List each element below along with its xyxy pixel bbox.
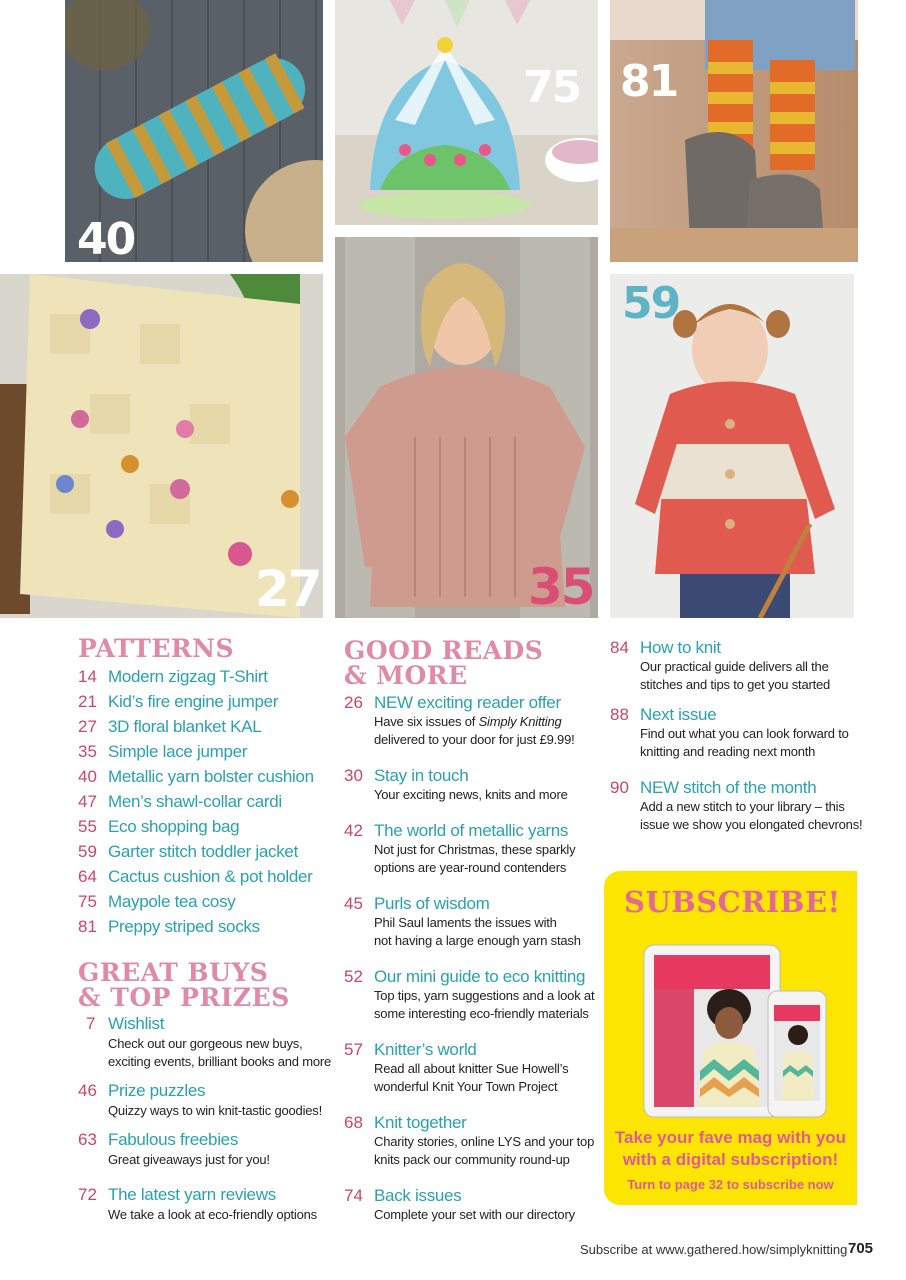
item-page-number: 64 bbox=[78, 867, 97, 886]
item-page-number: 40 bbox=[78, 767, 97, 786]
photo-lace-jumper bbox=[335, 237, 598, 618]
list-item[interactable] bbox=[78, 1185, 328, 1225]
magazine-name-emphasis: Simply Knitting bbox=[478, 714, 562, 729]
item-description: knits pack our community round-up bbox=[374, 1152, 570, 1167]
subscribe-caption-line2: with a digital subscription! bbox=[622, 1150, 839, 1169]
photo-page-number: 81 bbox=[620, 56, 678, 107]
subscribe-caption bbox=[604, 1127, 857, 1171]
socks-illustration bbox=[610, 0, 858, 262]
item-title: Kid’s fire engine jumper bbox=[108, 692, 279, 711]
item-description: We take a look at eco-friendly options bbox=[108, 1207, 317, 1222]
item-description: Great giveaways just for you! bbox=[108, 1152, 270, 1167]
photo-page-number: 75 bbox=[523, 62, 581, 113]
item-description: Your exciting news, knits and more bbox=[374, 787, 568, 802]
item-page-number: 84 bbox=[610, 638, 629, 657]
list-item[interactable] bbox=[78, 1130, 328, 1170]
item-description: some interesting eco-friendly materials bbox=[374, 1006, 589, 1021]
list-item[interactable] bbox=[78, 692, 328, 714]
item-page-number: 27 bbox=[78, 717, 97, 736]
item-title: Metallic yarn bolster cushion bbox=[108, 767, 314, 786]
list-item[interactable] bbox=[344, 693, 599, 751]
item-description: Add a new stitch to your library – this bbox=[640, 799, 845, 814]
list-item[interactable] bbox=[610, 778, 863, 836]
item-description: issue we show you elongated chevrons! bbox=[640, 817, 863, 832]
photo-striped-socks bbox=[610, 0, 858, 262]
item-page-number: 52 bbox=[344, 967, 363, 986]
item-description: wonderful Knit Your Town Project bbox=[374, 1079, 558, 1094]
page-number: 705 bbox=[848, 1240, 874, 1257]
list-item[interactable] bbox=[78, 667, 328, 689]
item-title: Knit together bbox=[374, 1113, 467, 1132]
list-item[interactable] bbox=[344, 766, 599, 806]
good-reads-heading-line1: GOOD READS bbox=[344, 636, 544, 665]
item-page-number: 90 bbox=[610, 778, 629, 797]
photo-bolster-cushion bbox=[65, 0, 323, 262]
list-item[interactable] bbox=[78, 742, 328, 764]
item-title: NEW stitch of the month bbox=[640, 778, 817, 797]
item-page-number: 88 bbox=[610, 705, 629, 724]
item-title: The world of metallic yarns bbox=[374, 821, 569, 840]
good-reads-heading-line2: & MORE bbox=[344, 661, 468, 690]
list-item[interactable] bbox=[78, 842, 328, 864]
item-description: Phil Saul laments the issues with bbox=[374, 915, 557, 930]
list-item[interactable] bbox=[78, 717, 328, 739]
photo-page-number: 27 bbox=[255, 560, 321, 618]
item-page-number: 68 bbox=[344, 1113, 363, 1132]
list-item[interactable] bbox=[78, 892, 328, 914]
photo-tea-cosy bbox=[335, 0, 598, 225]
item-title: Purls of wisdom bbox=[374, 894, 490, 913]
list-item[interactable] bbox=[344, 894, 599, 952]
item-title: NEW exciting reader offer bbox=[374, 693, 561, 712]
list-item[interactable] bbox=[78, 1014, 332, 1072]
item-description: not having a large enough yarn stash bbox=[374, 933, 581, 948]
item-description: Check out our gorgeous new buys, bbox=[108, 1036, 303, 1051]
great-buys-heading bbox=[78, 960, 290, 1010]
item-page-number: 59 bbox=[78, 842, 97, 861]
item-description: Top tips, yarn suggestions and a look at bbox=[374, 988, 595, 1003]
item-description: Complete your set with our directory bbox=[374, 1207, 575, 1222]
footer-subscribe-link[interactable]: Subscribe at www.gathered.how/simplyknitting bbox=[580, 1242, 848, 1257]
item-title: Wishlist bbox=[108, 1014, 165, 1033]
item-description: options are year-round contenders bbox=[374, 860, 567, 875]
list-item[interactable] bbox=[344, 1113, 599, 1171]
item-description: Our practical guide delivers all the bbox=[640, 659, 829, 674]
item-title: Our mini guide to eco knitting bbox=[374, 967, 586, 986]
great-buys-heading-line2: & TOP PRIZES bbox=[78, 983, 290, 1012]
subscribe-panel[interactable] bbox=[604, 871, 857, 1205]
photo-floral-blanket bbox=[0, 274, 323, 618]
item-page-number: 14 bbox=[78, 667, 97, 686]
item-page-number: 57 bbox=[344, 1040, 363, 1059]
item-page-number: 63 bbox=[78, 1130, 97, 1149]
list-item[interactable] bbox=[78, 767, 328, 789]
item-page-number: 46 bbox=[78, 1081, 97, 1100]
list-item[interactable] bbox=[78, 917, 328, 939]
item-title: Cactus cushion & pot holder bbox=[108, 867, 313, 886]
item-title: Men’s shawl-collar cardi bbox=[108, 792, 282, 811]
item-page-number: 45 bbox=[344, 894, 363, 913]
item-title: Back issues bbox=[374, 1186, 462, 1205]
list-item[interactable] bbox=[344, 967, 599, 1025]
item-description: knitting and reading next month bbox=[640, 744, 816, 759]
subscribe-caption-line1: Take your fave mag with you bbox=[614, 1128, 847, 1147]
item-title: Next issue bbox=[640, 705, 717, 724]
item-title: 3D floral blanket KAL bbox=[108, 717, 262, 736]
item-page-number: 72 bbox=[78, 1185, 97, 1204]
item-page-number: 81 bbox=[78, 917, 97, 936]
item-description: Not just for Christmas, these sparkly bbox=[374, 842, 576, 857]
list-item[interactable] bbox=[344, 1040, 599, 1098]
item-page-number: 74 bbox=[344, 1186, 363, 1205]
list-item[interactable] bbox=[344, 821, 599, 879]
item-description: Read all about knitter Sue Howell’s bbox=[374, 1061, 569, 1076]
item-page-number: 21 bbox=[78, 692, 97, 711]
great-buys-heading-line1: GREAT BUYS bbox=[78, 958, 269, 987]
item-title: Fabulous freebies bbox=[108, 1130, 239, 1149]
list-item[interactable] bbox=[78, 792, 328, 814]
item-title: How to knit bbox=[640, 638, 721, 657]
item-page-number: 35 bbox=[78, 742, 97, 761]
item-title: The latest yarn reviews bbox=[108, 1185, 276, 1204]
list-item[interactable] bbox=[344, 1186, 599, 1226]
list-item[interactable] bbox=[610, 638, 855, 696]
photo-page-number: 40 bbox=[77, 214, 135, 262]
item-page-number: 42 bbox=[344, 821, 363, 840]
item-title: Modern zigzag T-Shirt bbox=[108, 667, 268, 686]
item-title: Stay in touch bbox=[374, 766, 469, 785]
photo-toddler-jacket bbox=[610, 274, 854, 618]
item-title: Maypole tea cosy bbox=[108, 892, 236, 911]
subscribe-heading: SUBSCRIBE! bbox=[624, 885, 841, 919]
item-title: Garter stitch toddler jacket bbox=[108, 842, 299, 861]
item-description: stitches and tips to get you started bbox=[640, 677, 831, 692]
item-description: Find out what you can look forward to bbox=[640, 726, 849, 741]
item-title: Simple lace jumper bbox=[108, 742, 248, 761]
item-description: delivered to your door for just £9.99! bbox=[374, 732, 575, 747]
offer-desc-text: Have six issues of bbox=[374, 714, 479, 729]
list-item[interactable] bbox=[78, 817, 328, 839]
item-description: exciting events, brilliant books and more bbox=[108, 1054, 332, 1069]
item-title: Knitter’s world bbox=[374, 1040, 477, 1059]
item-description bbox=[374, 713, 562, 731]
item-title: Eco shopping bag bbox=[108, 817, 240, 836]
item-page-number: 75 bbox=[78, 892, 97, 911]
item-description: Quizzy ways to win knit-tastic goodies! bbox=[108, 1103, 323, 1118]
item-title: Prize puzzles bbox=[108, 1081, 206, 1100]
item-description: Charity stories, online LYS and your top bbox=[374, 1134, 595, 1149]
list-item[interactable] bbox=[78, 867, 328, 889]
item-title: Preppy striped socks bbox=[108, 917, 260, 936]
item-page-number: 7 bbox=[86, 1014, 96, 1033]
patterns-heading: PATTERNS bbox=[78, 634, 235, 663]
photo-page-number: 59 bbox=[622, 278, 680, 329]
item-page-number: 26 bbox=[344, 693, 363, 712]
list-item[interactable] bbox=[610, 705, 855, 763]
subscribe-cta[interactable]: Turn to page 32 to subscribe now bbox=[627, 1177, 834, 1192]
photo-page-number: 35 bbox=[528, 558, 594, 616]
item-page-number: 30 bbox=[344, 766, 363, 785]
good-reads-heading bbox=[344, 638, 543, 688]
item-page-number: 55 bbox=[78, 817, 97, 836]
item-page-number: 47 bbox=[78, 792, 97, 811]
list-item[interactable] bbox=[78, 1081, 328, 1121]
